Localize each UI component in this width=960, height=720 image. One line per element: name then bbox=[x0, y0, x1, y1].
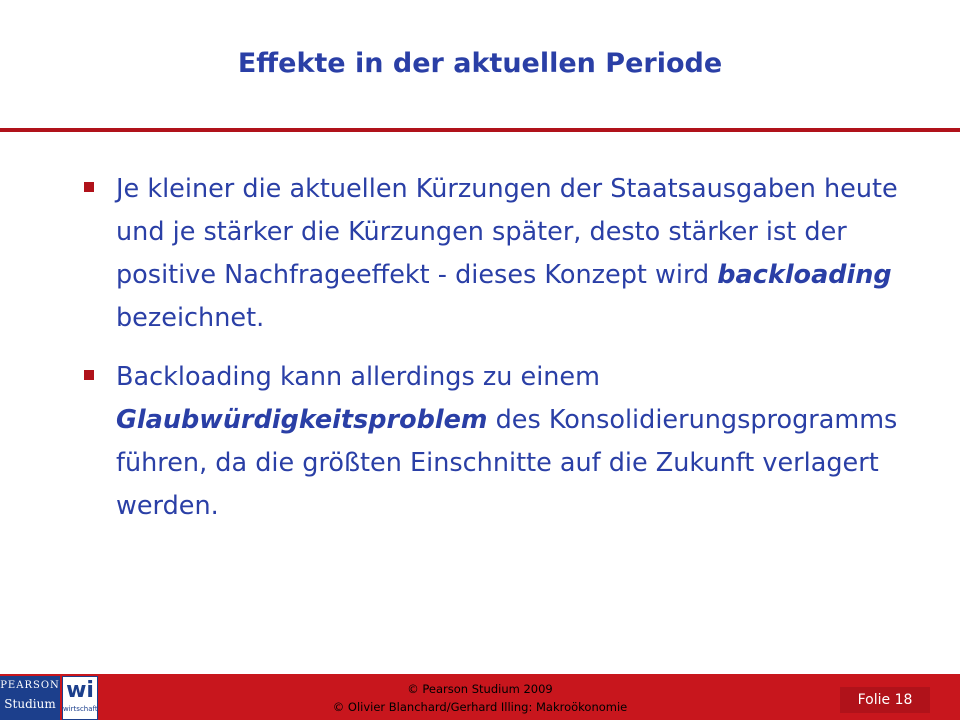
logo-pearson-text: PEARSON bbox=[0, 680, 60, 691]
bullet-text-pre: Je kleiner die aktuellen Kürzungen der Staatsausgaben heute und je stärker die Kürzungen später, desto stärker ist der positive Nachfrageeffekt - dieses Konzept wird bbox=[116, 174, 898, 290]
square-bullet-icon bbox=[84, 370, 94, 380]
copyright-line-2: © Olivier Blanchard/Gerhard Illing: Makroökonomie bbox=[332, 700, 628, 714]
bullet-text-emphasis: backloading bbox=[717, 260, 892, 290]
copyright-notice bbox=[280, 680, 680, 716]
logo-wi-text: wi bbox=[66, 678, 94, 703]
bullet-text bbox=[116, 356, 900, 528]
bullet-item bbox=[80, 356, 900, 528]
slide-number: Folie 18 bbox=[840, 687, 930, 713]
logo-studium-text: Studium bbox=[4, 697, 56, 711]
bullet-text-post: bezeichnet. bbox=[116, 303, 265, 333]
logo-wi-subtext: wirtschaft bbox=[63, 705, 98, 713]
bullet-item bbox=[80, 168, 900, 340]
bullet-text-post: des Konsolidierungsprogramms führen, da die größten Einschnitte auf die Zukunft verlagert werden. bbox=[116, 405, 898, 521]
bullet-text-pre: Backloading kann allerdings zu einem bbox=[116, 362, 600, 392]
bullet-text-emphasis: Glaubwürdigkeitsproblem bbox=[116, 405, 488, 435]
copyright-line-1: © Pearson Studium 2009 bbox=[407, 682, 553, 696]
bullet-list bbox=[80, 168, 900, 544]
wi-logo bbox=[62, 676, 98, 720]
slide-title: Effekte in der aktuellen Periode bbox=[237, 48, 723, 79]
bullet-text bbox=[116, 168, 900, 340]
square-bullet-icon bbox=[84, 182, 94, 192]
pearson-studium-logo bbox=[0, 676, 60, 720]
title-divider bbox=[0, 128, 960, 132]
